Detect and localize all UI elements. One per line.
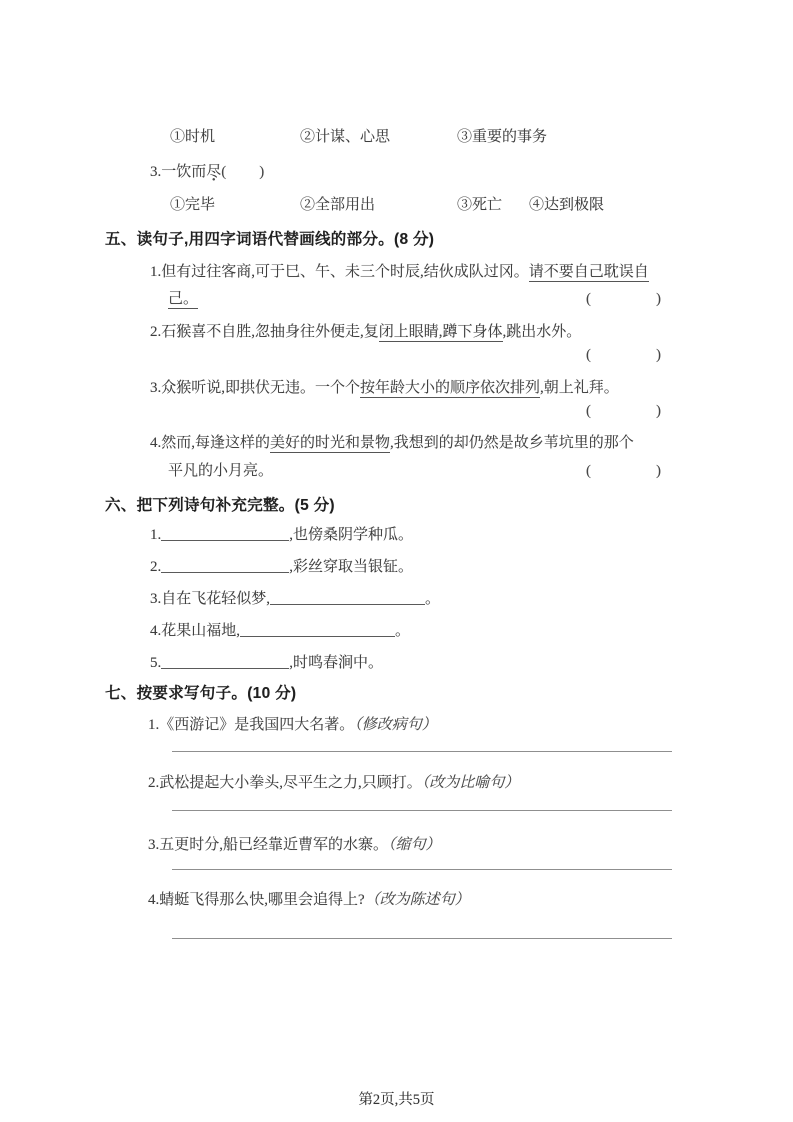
section6-item-2 [105, 557, 672, 578]
fill-in-blank-line [270, 589, 425, 605]
page-number-footer: 第2页,共5页 [358, 1092, 435, 1108]
question4-options-row-1 [105, 127, 672, 148]
item-text: 1.《西游记》是我国四大名著。 [148, 717, 355, 733]
answer-parentheses: ( ) [586, 463, 662, 479]
section5-item2-answer [105, 345, 672, 366]
section7-item-1 [105, 715, 672, 736]
section5-item1-line2 [105, 289, 672, 310]
section5-score: (8 分) [394, 231, 435, 248]
fill-in-blank-line [161, 557, 289, 573]
answer-parentheses: ( ) [221, 164, 266, 180]
option-3: ③死亡 [457, 197, 503, 213]
section6-heading [105, 495, 672, 516]
sentence-text: 。 [395, 623, 411, 639]
sentence-text: ,朝上礼拜。 [540, 380, 619, 396]
section7-score: (10 分) [247, 685, 297, 702]
section6-item-4 [105, 621, 672, 642]
sentence-text: 。 [425, 591, 441, 607]
fill-in-blank-line [240, 621, 395, 637]
question4-item-3 [105, 162, 672, 183]
option-3: ③重要的事务 [457, 129, 548, 145]
section7-title: 七、按要求写句子。 [105, 685, 248, 702]
underlined-phrase: 闭上眼睛,蹲下身体 [378, 324, 503, 340]
item-text: 2.武松提起大小拳头,尽平生之力,只顾打。 [148, 775, 422, 791]
sentence-text: ,也傍桑阴学种瓜。 [289, 527, 414, 543]
item-text: 3.一饮而 [150, 164, 207, 180]
section7-item-2 [105, 773, 672, 794]
section6-item-5 [105, 653, 672, 674]
option-1: ①时机 [170, 129, 216, 145]
section5-item3-answer [105, 401, 672, 422]
option-2: ②全部用出 [300, 197, 376, 213]
answer-parentheses: ( ) [586, 403, 662, 419]
item-text: 4.蜻蜓飞得那么快,哪里会追得上? [148, 892, 365, 908]
emphasized-character: 尽 [206, 164, 222, 180]
sentence-text: 3.自在飞花轻似梦, [150, 591, 271, 607]
option-4: ④达到极限 [529, 197, 605, 213]
section5-heading [105, 229, 672, 250]
answer-write-line [172, 938, 672, 939]
section5-item4-line2 [105, 461, 672, 482]
underlined-phrase: 请不要自己耽误自 [528, 264, 649, 280]
sentence-text: 2. [150, 559, 162, 575]
sentence-text: 2.石猴喜不自胜,忽抽身往外便走,复 [150, 324, 379, 340]
rewrite-instruction: （修改病句） [354, 717, 437, 733]
answer-parentheses: ( ) [586, 347, 662, 363]
section5-item3-line1 [105, 378, 672, 399]
answer-parentheses: ( ) [586, 291, 662, 307]
fill-in-blank-line [161, 653, 289, 669]
rewrite-instruction: （改为比喻句） [421, 775, 520, 791]
answer-write-line [172, 869, 672, 870]
rewrite-instruction: （改为陈述句） [364, 892, 470, 908]
sentence-text: ,彩丝穿取当银钲。 [289, 559, 414, 575]
exam-content [105, 0, 672, 939]
sentence-text: 5. [150, 655, 162, 671]
sentence-text: 1.但有过往客商,可于巳、午、未三个时辰,结伙成队过冈。 [150, 264, 529, 280]
underlined-phrase: 按年龄大小的顺序依次排列 [360, 380, 541, 396]
answer-write-line [172, 810, 672, 811]
section6-title: 六、把下列诗句补充完整。 [105, 497, 295, 514]
question4-options-row-2 [105, 195, 672, 216]
sentence-text: ,我想到的却仍然是故乡苇坑里的那个 [390, 435, 634, 451]
sentence-text: ,跳出水外。 [502, 324, 582, 340]
sentence-text: 1. [150, 527, 162, 543]
section6-score: (5 分) [294, 497, 335, 514]
rewrite-instruction: （缩句） [388, 837, 441, 853]
section6-item-1 [105, 525, 672, 546]
sentence-text: 平凡的小月亮。 [168, 463, 274, 479]
sentence-text: 4.然而,每逢这样的 [150, 435, 271, 451]
section6-item-3 [105, 589, 672, 610]
option-2: ②计谋、心思 [300, 129, 391, 145]
section7-item-3 [105, 835, 672, 856]
section7-heading [105, 683, 672, 704]
sentence-text: 4.花果山福地, [150, 623, 241, 639]
section5-item1-line1 [105, 262, 672, 283]
answer-write-line [172, 751, 672, 752]
sentence-text: ,时鸣春涧中。 [289, 655, 384, 671]
item-text-wrap [168, 289, 198, 310]
item-text-wrap [168, 461, 273, 482]
section5-title: 五、读句子,用四字词语代替画线的部分。 [105, 231, 395, 248]
underlined-phrase: 己。 [168, 291, 199, 307]
underlined-phrase: 美好的时光和景物 [270, 435, 391, 451]
section7-item-4 [105, 890, 672, 911]
section5-item2-line1 [105, 322, 672, 343]
fill-in-blank-line [161, 525, 289, 541]
sentence-text: 3.众猴听说,即拱伏无违。一个个 [150, 380, 361, 396]
option-1: ①完毕 [170, 197, 216, 213]
item-text: 3.五更时分,船已经靠近曹军的水寨。 [148, 837, 389, 853]
section5-item4-line1 [105, 433, 672, 454]
